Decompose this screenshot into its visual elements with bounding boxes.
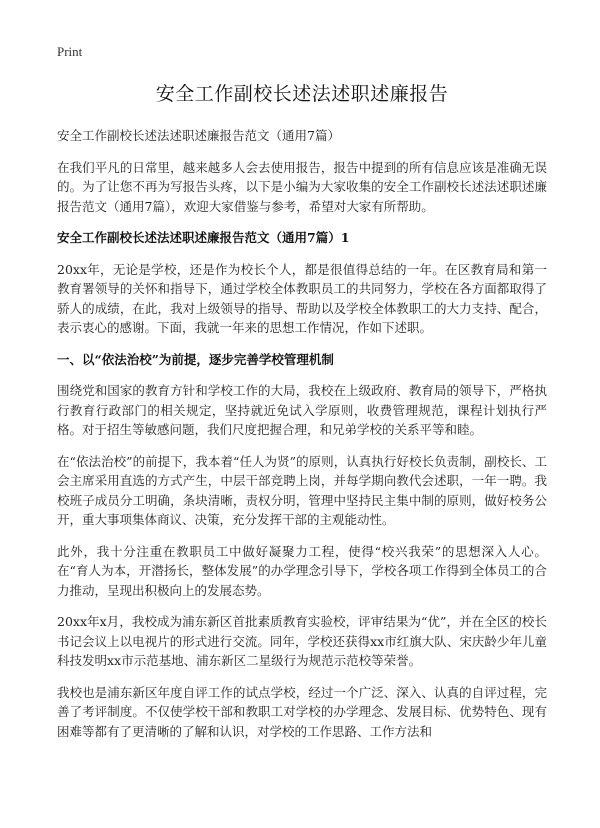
page-title: 安全工作副校长述法述职述廉报告 [155, 83, 449, 105]
section-heading: 安全工作副校长述法述职述廉报告范文（通用7篇）1 [57, 230, 350, 245]
paragraph-2: 围绕党和国家的教育方针和学校工作的大局，我校在上级政府、教育局的领导下，严格执行教育行政部门的相关规定，坚持就近免试入学原则，收费管理规范，课程计划执行严格。对于招生等敏感问题，我们尺度把握合理，和兄弟学校的关系平等和睦。 [57, 383, 547, 437]
subsection-heading: 一、以“依法治校”为前提，逐步完善学校管理机制 [57, 351, 334, 367]
document-subtitle: 安全工作副校长述法述职述廉报告范文（通用7篇） [57, 128, 340, 143]
intro-paragraph: 在我们平凡的日常里，越来越多人会去使用报告，报告中提到的所有信息应该是准确无误的。为了让您不再为写报告头疼，以下是小编为大家收集的安全工作副校长述法述职述廉报告范文（通用7篇），欢迎大家借鉴与参考，希望对大家有所帮助。 [57, 159, 547, 214]
paragraph-5: 20xx年x月，我校成为浦东新区首批素质教育实验校，评审结果为“优”，并在全区的校长书记会议上以电视片的形式进行交流。同年，学校还获得xx市红旗大队、宋庆龄少年儿童科技发明xx市示范基地、浦东新区二星级行为规范示范校等荣誉。 [57, 614, 547, 668]
paragraph-3: 在“依法治校”的前提下，我本着“任人为贤”的原则，认真执行好校长负责制，副校长、工会主席采用直选的方式产生，中层干部竞聘上岗，并每学期向教代会述职，一年一聘。我校班子成员分工明确，条块清晰，责权分明，管理中坚持民主集中制的原则，做好校务公开，重大事项集体商议、决策，充分发挥干部的主观能动性。 [57, 453, 547, 527]
paragraph-6: 我校也是浦东新区年度自评工作的试点学校，经过一个广泛、深入、认真的自评过程，完善了考评制度。不仅使学校干部和教职工对学校的办学理念、发展目标、优势特色、现有困难等都有了更清晰的了解和认识，对学校的工作思路、工作方法和 [57, 684, 547, 739]
print-link[interactable]: Print [57, 44, 83, 59]
paragraph-1: 20xx年，无论是学校，还是作为校长个人，都是很值得总结的一年。在区教育局和第一教育署领导的关怀和指导下，通过学校全体教职员工的共同努力，学校在各方面都取得了骄人的成绩，在此，我对上级领导的指导、帮助以及学校全体教职工的大力支持、配合，表示衷心的感谢。下面，我就一年来的思想工作情况，作如下述职。 [57, 261, 547, 335]
document-body [57, 80, 547, 753]
paragraph-4: 此外，我十分注重在教职员工中做好凝聚力工程，使得“校兴我荣”的思想深入人心。在“育人为本，开潜扬长，整体发展”的办学理念引导下，学校各项工作得到全体员工的合力推动，呈现出积极向上的发展态势。 [57, 543, 547, 598]
